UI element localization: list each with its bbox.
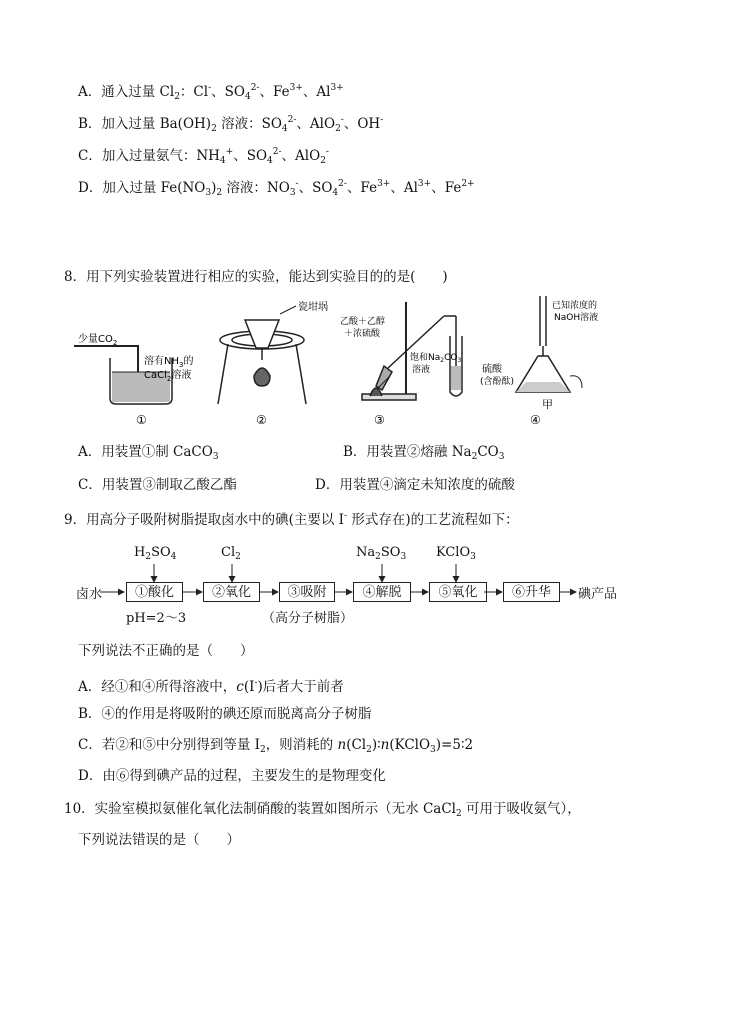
q10-stem-line-2: 下列说法错误的是（ ） <box>78 832 240 848</box>
reagent-na2so3: $Na_2SO_3$ <box>356 545 407 562</box>
q8-option-c: C．用装置③制取乙酸乙酯 <box>78 477 237 493</box>
apparatus-4-label-b: NaOH溶液 <box>554 313 599 323</box>
apparatus-1-label-a: 溶有$NH_3$的 <box>144 356 194 369</box>
flow-step-6: ⑥升华 <box>503 582 560 602</box>
flow-step-1: ①酸化 <box>126 582 183 602</box>
q9-option-d: D．由⑥得到碘产品的过程，主要发生的是物理变化 <box>78 768 386 784</box>
q9-sub-stem: 下列说法不正确的是（ ） <box>78 643 254 659</box>
flow-start: 卤水 <box>76 587 103 602</box>
q7-option-b: B．加入过量 $Ba(OH)_2$ 溶液：$SO_4^{2-}$、AlO$_2$-、OH- <box>78 115 384 134</box>
apparatus-4-label-e: 甲 <box>542 398 553 411</box>
flow-ph-note: pH=2～3 <box>126 611 187 626</box>
q9-option-b: B．④的作用是将吸附的碘还原而脱离高分子树脂 <box>78 706 372 722</box>
flow-step-4: ④解脱 <box>353 582 411 602</box>
q7-option-a: A．通入过量 $Cl_2$：Cl-、$SO_4^{2-}$、$Fe^{3+}$、$Al^{3+}$ <box>78 83 344 102</box>
apparatus-4-label-c: 硫酸 <box>482 364 502 375</box>
apparatus-4-number: ④ <box>530 413 541 427</box>
q8-apparatus-figure <box>70 296 630 428</box>
flow-step-5: ⑤氧化 <box>429 582 487 602</box>
q9-option-c: C．若②和⑤中分别得到等量 $I_2$，则消耗的 $n(Cl_2)∶n(KClO_3)=5∶2$ <box>78 737 474 755</box>
q9-option-a: A．经①和④所得溶液中，c(I-)后者大于前者 <box>78 678 344 695</box>
flow-step-3: ③吸附 <box>279 582 335 602</box>
apparatus-3-label-b: ＋浓硫酸 <box>344 329 381 339</box>
flow-step-2: ②氧化 <box>203 582 260 602</box>
flow-resin-note: （高分子树脂） <box>262 611 354 626</box>
q10-stem-line-1: 10．实验室模拟氨催化氧化法制硝酸的装置如图所示（无水 CaCl$_2$ 可用于吸收氨气）， <box>64 801 581 819</box>
apparatus-3-label-a: 乙酸＋乙醇 <box>340 317 386 327</box>
q7-option-c: C．加入过量氨气：$NH_4^+$、$SO_4^{2-}$、AlO$_2$- <box>78 147 329 166</box>
q7-option-d: D．加入过量 $Fe(NO_3)_2$ 溶液：$NO_3^-$、$SO_4^{2-}$、$Fe^{3+}$、$Al^{3+}$、$Fe^{2+}$ <box>78 179 475 198</box>
apparatus-2-tripod <box>218 306 306 404</box>
apparatus-1-number: ① <box>136 413 147 427</box>
reagent-kclo3: KClO$_3$ <box>436 545 476 562</box>
apparatus-2-number: ② <box>256 413 267 427</box>
apparatus-3-label-c: 饱和$Na_2CO_3$ <box>410 353 462 364</box>
apparatus-4-label-a: 已知浓度的 <box>552 301 598 311</box>
apparatus-1-label-gas: 少量$CO_2$ <box>78 334 118 347</box>
q9-stem: 9．用高分子吸附树脂提取卤水中的碘(主要以 I- 形式存在)的工艺流程如下： <box>64 511 519 528</box>
reagent-cl2: $Cl_2$ <box>221 545 241 562</box>
apparatus-3-label-d: 溶液 <box>412 365 431 375</box>
q8-option-d: D．用装置④滴定未知浓度的硫酸 <box>315 477 515 493</box>
reagent-h2so4: $H_2SO_4$ <box>134 545 177 562</box>
q8-option-a: A．用装置①制 CaCO$_3$ <box>78 444 219 462</box>
flow-end: 碘产品 <box>578 587 618 602</box>
apparatus-2-label: 瓷坩埚 <box>298 302 328 313</box>
apparatus-4-label-d: (含酚酞) <box>480 377 515 387</box>
apparatus-1-label-b: CaCl$_2$溶液 <box>144 370 192 383</box>
q8-option-b: B．用装置②熔融 $Na_2CO_3$ <box>343 444 505 462</box>
apparatus-3-number: ③ <box>374 413 385 427</box>
q8-stem: 8．用下列实验装置进行相应的实验，能达到实验目的的是( ) <box>64 269 448 285</box>
